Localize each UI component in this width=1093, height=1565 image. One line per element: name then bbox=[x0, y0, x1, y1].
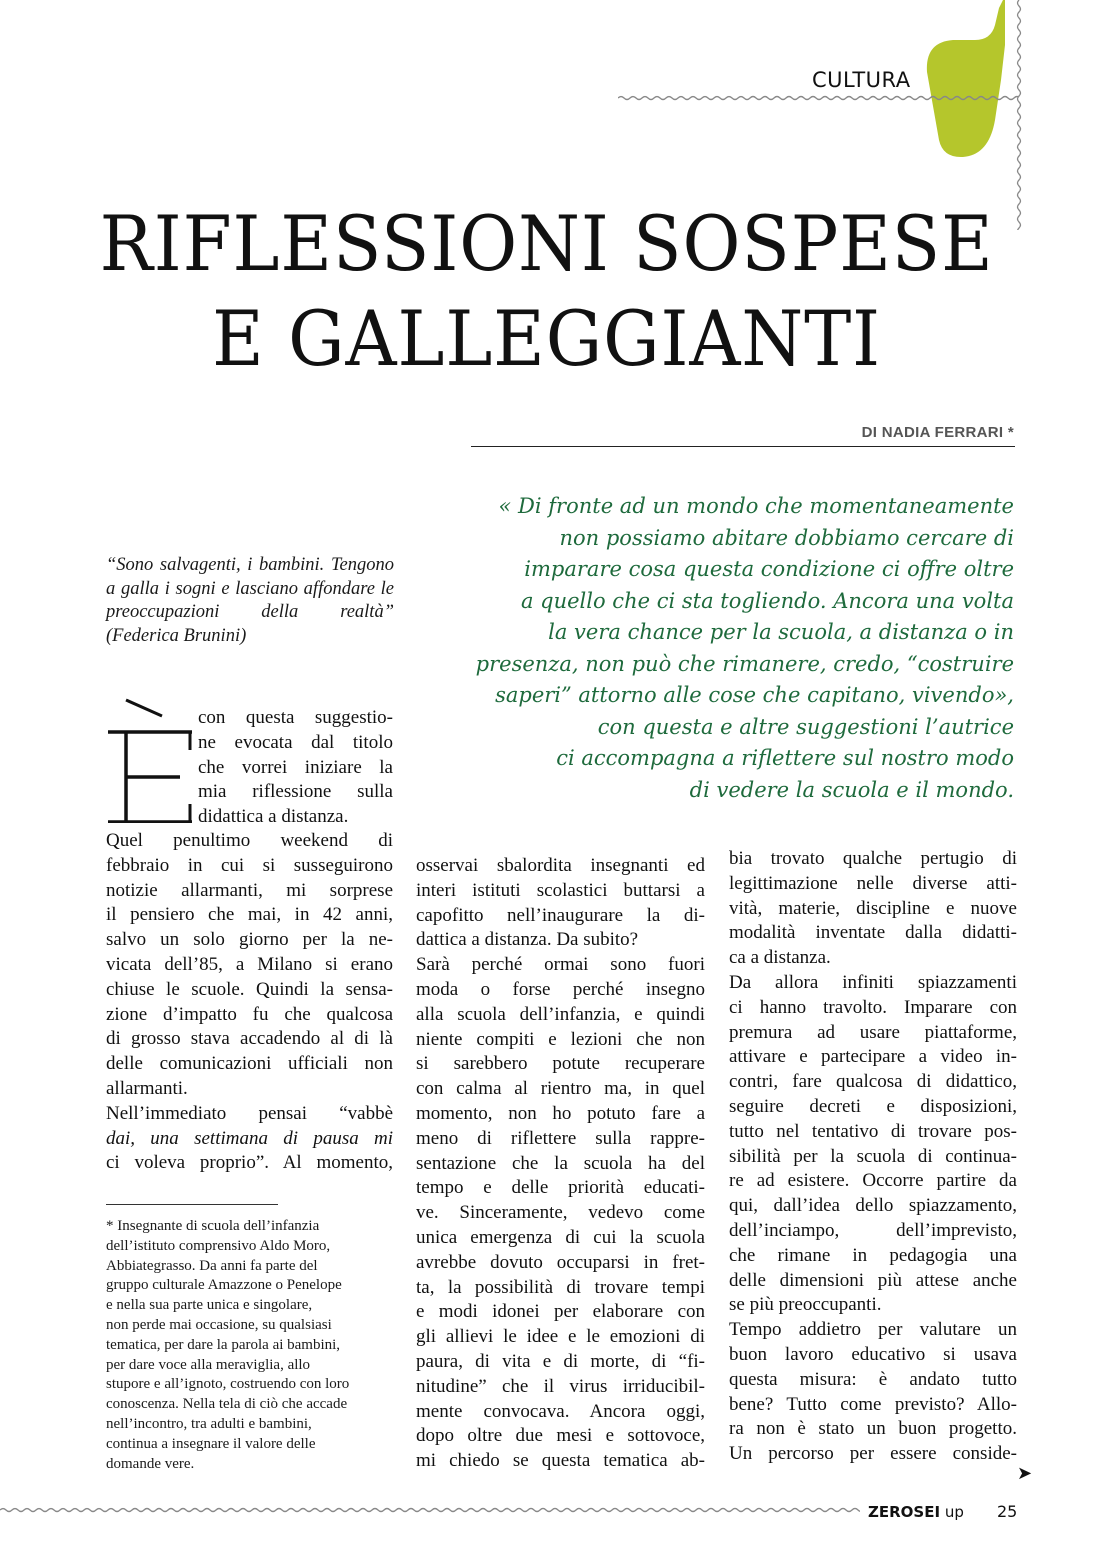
brand-light: up bbox=[944, 1503, 964, 1521]
text-line: momento, non ho potuto fare a bbox=[416, 1102, 705, 1124]
text-line: ta, la possibilità di trovare tempi bbox=[416, 1276, 705, 1298]
footnote-line: per dare voce alla meraviglia, allo bbox=[106, 1356, 311, 1373]
text-line: capofitto nell’inaugurare la di- bbox=[416, 904, 705, 926]
byline-divider bbox=[471, 446, 1015, 447]
text-line: zione d’impatto fu che qualcosa bbox=[106, 1003, 393, 1025]
text-line: se più preoccupanti. bbox=[729, 1294, 882, 1316]
text-line: che vorrei iniziare la bbox=[198, 756, 393, 778]
body-column-2 bbox=[416, 854, 705, 1474]
footnote-line: continua a insegnare il valore delle bbox=[106, 1435, 316, 1452]
text-line: ve. Sinceramente, vedevo come bbox=[416, 1202, 705, 1224]
text-line: Sarà perché ormai sono fuori bbox=[416, 954, 705, 976]
text-line: vità, materie, discipline e nuove bbox=[729, 897, 1017, 919]
text-line: attivare e partecipare a video in- bbox=[729, 1046, 1017, 1068]
text-line: mente convocava. Ancora oggi, bbox=[416, 1400, 705, 1422]
footnote-line: * Insegnante di scuola dell’infanzia bbox=[106, 1218, 320, 1234]
text-line: notizie allarmanti, mi sorprese bbox=[106, 879, 393, 901]
text-line: sibilità per la scuola di continua- bbox=[729, 1145, 1017, 1167]
wavy-rule-top bbox=[618, 92, 1018, 104]
footnote-line: Abbiategrasso. Da anni fa parte del bbox=[106, 1257, 318, 1274]
text-line: vicata dell’85, a Milano si erano bbox=[106, 953, 393, 975]
text-line: con questa suggestio- bbox=[198, 707, 393, 728]
text-line: modalità inventate dalla didatti- bbox=[729, 922, 1017, 944]
text-line: questa misura: è andato tutto bbox=[729, 1368, 1017, 1390]
magazine-brand bbox=[868, 1503, 964, 1521]
body-column-3 bbox=[729, 847, 1017, 1467]
text-line: si sarebbero potute recuperare bbox=[416, 1053, 705, 1075]
intro-paragraph bbox=[198, 706, 393, 830]
text-line: qui, dall’idea dello spiazzamento, bbox=[729, 1195, 1017, 1217]
pull-quote-line: non possiamo abitare dobbiamo cercare di bbox=[559, 525, 1014, 550]
title-line: RIFLESSIONI SOSPESE bbox=[99, 199, 994, 288]
text-line: Quel penultimo weekend di bbox=[106, 830, 393, 851]
text-line: ra non è stato un buon progetto. bbox=[729, 1418, 1017, 1440]
body-column-1 bbox=[106, 829, 393, 1176]
text-line: chiuse le scuole. Quindi la sensa- bbox=[106, 978, 393, 1000]
text-line: Un percorso per essere conside- bbox=[729, 1443, 1017, 1465]
pull-quote bbox=[410, 491, 1014, 806]
text-line: Tempo addietro per valutare un bbox=[729, 1319, 1017, 1341]
pull-quote-line: a quello che ci sta togliendo. Ancora una volta bbox=[520, 588, 1014, 613]
pull-quote-line: « Di fronte ad un mondo che momentaneamente bbox=[498, 494, 1014, 518]
text-line: Da allora infiniti spiazzamenti bbox=[729, 971, 1017, 993]
text-line: dattica a distanza. Da subito? bbox=[416, 929, 639, 951]
footnote-line: conoscenza. Nella tela di ciò che accade bbox=[106, 1396, 348, 1413]
text-line: ci hanno travolto. Imparare con bbox=[729, 996, 1017, 1018]
text-line: niente compiti e lezioni che non bbox=[416, 1028, 705, 1050]
text-line: tempo e delle priorità educati- bbox=[416, 1177, 705, 1199]
text-line: premura ad usare piattaforme, bbox=[729, 1021, 1017, 1043]
text-line: seguire decreti e disposizioni, bbox=[729, 1095, 1017, 1117]
footnote-line: tematica, per dare la parola ai bambini, bbox=[106, 1336, 341, 1353]
text-line: gli allievi le idee e le emozioni di bbox=[416, 1326, 705, 1348]
text-line: che rimane in pedagogia una bbox=[729, 1244, 1017, 1266]
text-line: con calma al rientro ma, in quel bbox=[416, 1078, 705, 1100]
footnote-line: nell’incontro, tra adulti e bambini, bbox=[106, 1415, 312, 1432]
text-line: delle comunicazioni ufficiali non bbox=[106, 1053, 393, 1075]
text-line: bia trovato qualche pertugio di bbox=[729, 848, 1017, 869]
text-line: dai, una settimana di pausa mi bbox=[106, 1127, 393, 1149]
text-line: osservai sbalordita insegnanti ed bbox=[416, 855, 705, 876]
text-line: il pensiero che mai, in 42 anni, bbox=[106, 904, 393, 926]
pull-quote-line: con questa e altre suggestioni l’autrice bbox=[597, 714, 1014, 739]
arrow-right-icon: ➤ bbox=[1017, 1463, 1033, 1484]
pull-quote-line: di vedere la scuola e il mondo. bbox=[689, 777, 1014, 802]
pull-quote-line: ci accompagna a riflettere sul nostro modo bbox=[556, 746, 1014, 770]
text-line: Nell’immediato pensai “vabbè bbox=[106, 1102, 393, 1124]
text-line: meno di riflettere sulla rappre- bbox=[416, 1127, 705, 1149]
text-line: nitudine” che il virus irriducibil- bbox=[416, 1375, 705, 1397]
text-line: moda o forse perché insegno bbox=[416, 978, 705, 1000]
footnote-line: e nella sua parte unica e singolare, bbox=[106, 1297, 313, 1314]
section-label: CULTURA bbox=[812, 68, 911, 92]
text-line: mi chiedo se questa tematica ab- bbox=[416, 1450, 705, 1472]
pull-quote-line: la vera chance per la scuola, a distanza o in bbox=[548, 620, 1014, 644]
green-accent-shape bbox=[925, 0, 1015, 160]
text-line: paura, di vita e di morte, di “fi- bbox=[416, 1350, 705, 1372]
text-line: avrebbe dovuto occuparsi in fret- bbox=[416, 1251, 705, 1273]
footnote-line: non perde mai occasione, su qualsiasi bbox=[106, 1316, 332, 1333]
title-line: E GALLEGGIANTI bbox=[212, 294, 882, 383]
epigraph: “Sono salvagenti, i bambini. Tengono a galla i sogni e lasciano affondare le preoccupazioni della realtà” (Federica Brunini) bbox=[106, 555, 394, 646]
text-line: bene? Tutto come previsto? Allo- bbox=[729, 1393, 1017, 1415]
text-line: ca a distanza. bbox=[729, 947, 831, 969]
page-number: 25 bbox=[997, 1502, 1018, 1521]
text-line: delle dimensioni più attese anche bbox=[729, 1269, 1017, 1291]
drop-cap-letter bbox=[104, 698, 192, 823]
text-line: e modi idonei per elaborare con bbox=[416, 1301, 705, 1323]
text-line: sentazione che la scuola ha del bbox=[416, 1152, 705, 1174]
text-line: ci voleva proprio”. Al momento, bbox=[106, 1152, 393, 1174]
text-line: ne evocata dal titolo bbox=[198, 731, 393, 753]
footnote-line: dell’istituto comprensivo Aldo Moro, bbox=[106, 1237, 331, 1254]
footnote-line: stupore e all’ignoto, costruendo con loro bbox=[106, 1376, 350, 1393]
pull-quote-line: presenza, non può che rimanere, credo, “costruire bbox=[475, 651, 1014, 676]
text-line: legittimazione nelle diverse atti- bbox=[729, 872, 1017, 894]
footnote-line: domande vere. bbox=[106, 1455, 195, 1472]
text-line: dell’inciampo, dell’imprevisto, bbox=[729, 1219, 1017, 1241]
author-footnote bbox=[106, 1217, 406, 1474]
text-line: contri, fare qualcosa di didattico, bbox=[729, 1071, 1017, 1093]
footnote-divider bbox=[106, 1204, 278, 1205]
byline: DI NADIA FERRARI * bbox=[861, 424, 1014, 441]
pull-quote-line: imparare cosa questa condizione ci offre oltre bbox=[524, 557, 1014, 581]
text-line: interi istituti scolastici buttarsi a bbox=[416, 879, 705, 901]
footnote-line: gruppo culturale Amazzone o Penelope bbox=[106, 1277, 342, 1294]
text-line: unica emergenza di cui la scuola bbox=[416, 1226, 705, 1248]
text-line: mia riflessione sulla bbox=[198, 781, 393, 803]
wavy-rule-bottom bbox=[0, 1504, 860, 1516]
text-line: salvo un solo giorno per la ne- bbox=[106, 929, 393, 951]
text-line: dopo oltre due mesi e sottovoce, bbox=[416, 1425, 705, 1447]
text-line: tutto nel tentativo di trovare pos- bbox=[729, 1120, 1017, 1142]
article-title bbox=[38, 196, 1054, 386]
pull-quote-line: saperi” attorno alle cose che capitano, vivendo», bbox=[495, 683, 1014, 707]
text-line: didattica a distanza. bbox=[198, 806, 349, 828]
text-line: buon lavoro educativo si usava bbox=[729, 1343, 1017, 1365]
text-line: allarmanti. bbox=[106, 1077, 188, 1099]
text-line: febbraio in cui si susseguirono bbox=[106, 854, 393, 876]
text-line: di grosso stava accadendo al di là bbox=[106, 1028, 393, 1050]
text-line: re ad esistere. Occorre partire da bbox=[729, 1170, 1017, 1192]
brand-bold: ZEROSEI bbox=[868, 1503, 941, 1521]
text-line: alla scuola dell’infanzia, e quindi bbox=[416, 1003, 705, 1025]
